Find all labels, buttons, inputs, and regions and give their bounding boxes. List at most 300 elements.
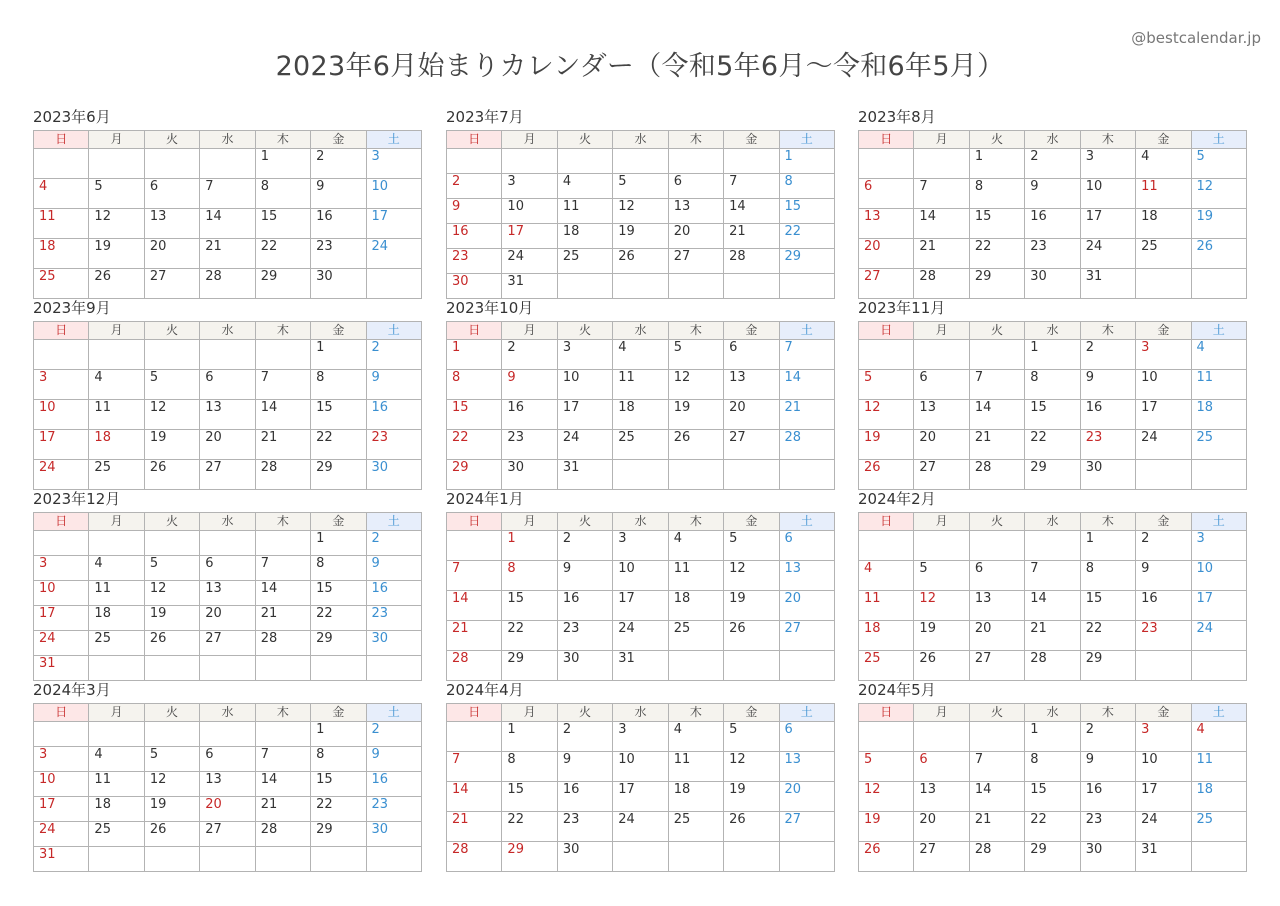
day-cell: 17 xyxy=(34,606,89,631)
weekday-header-thu: 木 xyxy=(668,513,723,531)
day-cell: 20 xyxy=(724,400,779,430)
day-cell: 16 xyxy=(557,591,612,621)
day-cell: 18 xyxy=(613,400,668,430)
weekday-header-thu: 木 xyxy=(255,513,310,531)
day-cell: 18 xyxy=(1191,782,1246,812)
week-row xyxy=(34,797,422,822)
day-cell: 15 xyxy=(255,209,310,239)
day-cell: 11 xyxy=(89,400,144,430)
empty-day-cell xyxy=(557,149,612,174)
weekday-header-wed: 水 xyxy=(200,131,255,149)
day-cell: 8 xyxy=(1025,370,1080,400)
day-cell: 12 xyxy=(859,400,914,430)
day-cell: 11 xyxy=(668,752,723,782)
day-cell: 11 xyxy=(668,561,723,591)
day-cell: 10 xyxy=(557,370,612,400)
weekday-header-tue: 火 xyxy=(969,322,1024,340)
empty-day-cell xyxy=(144,531,199,556)
weekday-header-sun: 日 xyxy=(859,131,914,149)
day-cell: 2 xyxy=(1136,531,1191,561)
day-cell: 3 xyxy=(502,174,557,199)
day-cell: 9 xyxy=(1080,752,1135,782)
day-cell: 5 xyxy=(724,531,779,561)
day-cell: 1 xyxy=(311,722,366,747)
day-cell: 15 xyxy=(1025,400,1080,430)
day-cell: 9 xyxy=(557,752,612,782)
month-table xyxy=(33,130,422,299)
day-cell: 8 xyxy=(255,179,310,209)
empty-day-cell xyxy=(724,274,779,299)
month-table xyxy=(33,512,422,681)
week-row xyxy=(34,370,422,400)
day-cell: 30 xyxy=(502,460,557,490)
week-row xyxy=(859,430,1247,460)
day-cell: 23 xyxy=(502,430,557,460)
day-cell: 5 xyxy=(144,556,199,581)
weekday-header-wed: 水 xyxy=(1025,131,1080,149)
empty-day-cell xyxy=(613,274,668,299)
day-cell: 15 xyxy=(969,209,1024,239)
empty-day-cell xyxy=(447,722,502,752)
weekday-header-tue: 火 xyxy=(969,513,1024,531)
day-cell: 16 xyxy=(1080,400,1135,430)
day-cell: 15 xyxy=(311,400,366,430)
day-cell: 11 xyxy=(1191,752,1246,782)
empty-day-cell xyxy=(1025,531,1080,561)
month-table xyxy=(858,321,1247,490)
empty-day-cell xyxy=(255,340,310,370)
day-cell: 8 xyxy=(779,174,834,199)
day-cell: 6 xyxy=(144,179,199,209)
day-cell: 30 xyxy=(311,269,366,299)
site-credit: @bestcalendar.jp xyxy=(1131,29,1261,47)
day-cell: 23 xyxy=(366,797,421,822)
day-cell: 25 xyxy=(1191,430,1246,460)
day-cell: 3 xyxy=(366,149,421,179)
day-cell: 5 xyxy=(859,370,914,400)
holiday-cell: 8 xyxy=(502,561,557,591)
week-row xyxy=(34,269,422,299)
day-cell: 16 xyxy=(1025,209,1080,239)
day-cell: 6 xyxy=(724,340,779,370)
day-cell: 18 xyxy=(859,621,914,651)
empty-day-cell xyxy=(200,722,255,747)
holiday-cell: 23 xyxy=(1080,430,1135,460)
week-row xyxy=(34,430,422,460)
day-cell: 14 xyxy=(914,209,969,239)
day-cell: 14 xyxy=(447,591,502,621)
month-calendar xyxy=(33,108,422,299)
week-row xyxy=(34,460,422,490)
weekday-header-thu: 木 xyxy=(1080,131,1135,149)
week-row xyxy=(447,430,835,460)
week-row xyxy=(859,591,1247,621)
week-row xyxy=(34,606,422,631)
weekday-header-mon: 月 xyxy=(502,704,557,722)
month-calendar xyxy=(33,681,422,872)
day-cell: 4 xyxy=(1191,340,1246,370)
week-row xyxy=(447,531,835,561)
weekday-header-mon: 月 xyxy=(502,322,557,340)
day-cell: 30 xyxy=(1025,269,1080,299)
weekday-header-sat: 土 xyxy=(1191,704,1246,722)
day-cell: 21 xyxy=(255,606,310,631)
day-cell: 15 xyxy=(502,591,557,621)
day-cell: 24 xyxy=(34,460,89,490)
day-cell: 8 xyxy=(502,752,557,782)
day-cell: 26 xyxy=(89,269,144,299)
day-cell: 6 xyxy=(668,174,723,199)
day-cell: 28 xyxy=(969,460,1024,490)
day-cell: 16 xyxy=(366,581,421,606)
day-cell: 1 xyxy=(1025,722,1080,752)
day-cell: 29 xyxy=(969,269,1024,299)
day-cell: 1 xyxy=(969,149,1024,179)
weekday-header-thu: 木 xyxy=(1080,704,1135,722)
month-calendar xyxy=(33,299,422,490)
month-title: 2024年5月 xyxy=(858,681,936,699)
day-cell: 17 xyxy=(34,430,89,460)
day-cell: 8 xyxy=(1025,752,1080,782)
day-cell: 7 xyxy=(255,747,310,772)
week-row xyxy=(859,269,1247,299)
day-cell: 17 xyxy=(34,797,89,822)
empty-day-cell xyxy=(779,460,834,490)
holiday-cell: 6 xyxy=(914,752,969,782)
weekday-header-wed: 水 xyxy=(1025,704,1080,722)
day-cell: 16 xyxy=(366,400,421,430)
week-row xyxy=(34,656,422,681)
day-cell: 2 xyxy=(311,149,366,179)
day-cell: 17 xyxy=(613,591,668,621)
day-cell: 5 xyxy=(89,179,144,209)
day-cell: 2 xyxy=(1080,340,1135,370)
day-cell: 13 xyxy=(144,209,199,239)
day-cell: 24 xyxy=(1136,812,1191,842)
week-row xyxy=(34,149,422,179)
empty-day-cell xyxy=(1191,269,1246,299)
weekday-header-sun: 日 xyxy=(34,513,89,531)
weekday-header-wed: 水 xyxy=(613,704,668,722)
week-row xyxy=(859,812,1247,842)
month-table xyxy=(33,703,422,872)
week-row xyxy=(34,179,422,209)
empty-day-cell xyxy=(144,149,199,179)
week-row xyxy=(447,460,835,490)
day-cell: 15 xyxy=(311,581,366,606)
day-cell: 9 xyxy=(366,370,421,400)
day-cell: 29 xyxy=(447,460,502,490)
holiday-cell: 29 xyxy=(502,842,557,872)
day-cell: 19 xyxy=(859,430,914,460)
weekday-header-sat: 土 xyxy=(779,322,834,340)
day-cell: 2 xyxy=(557,722,612,752)
day-cell: 27 xyxy=(144,269,199,299)
month-title: 2023年7月 xyxy=(446,108,524,126)
day-cell: 2 xyxy=(502,340,557,370)
day-cell: 29 xyxy=(311,460,366,490)
day-cell: 1 xyxy=(1080,531,1135,561)
week-row xyxy=(859,752,1247,782)
empty-day-cell xyxy=(557,274,612,299)
day-cell: 13 xyxy=(779,561,834,591)
day-cell: 2 xyxy=(557,531,612,561)
week-row xyxy=(447,149,835,174)
day-cell: 20 xyxy=(779,782,834,812)
empty-day-cell xyxy=(255,722,310,747)
empty-day-cell xyxy=(200,149,255,179)
day-cell: 8 xyxy=(969,179,1024,209)
month-title: 2023年11月 xyxy=(858,299,946,317)
weekday-header-mon: 月 xyxy=(914,704,969,722)
day-cell: 24 xyxy=(1080,239,1135,269)
day-cell: 9 xyxy=(447,199,502,224)
weekday-header-sat: 土 xyxy=(779,131,834,149)
empty-day-cell xyxy=(859,340,914,370)
day-cell: 11 xyxy=(89,581,144,606)
day-cell: 29 xyxy=(1025,842,1080,872)
day-cell: 18 xyxy=(668,782,723,812)
weekday-header-wed: 水 xyxy=(613,131,668,149)
week-row xyxy=(859,179,1247,209)
day-cell: 24 xyxy=(613,621,668,651)
day-cell: 22 xyxy=(969,239,1024,269)
day-cell: 9 xyxy=(311,179,366,209)
day-cell: 21 xyxy=(447,621,502,651)
holiday-cell: 20 xyxy=(200,797,255,822)
day-cell: 23 xyxy=(557,812,612,842)
week-row xyxy=(447,224,835,249)
empty-day-cell xyxy=(613,842,668,872)
week-row xyxy=(447,752,835,782)
holiday-cell: 11 xyxy=(1136,179,1191,209)
weekday-header-wed: 水 xyxy=(1025,322,1080,340)
day-cell: 7 xyxy=(724,174,779,199)
week-row xyxy=(447,651,835,681)
day-cell: 28 xyxy=(200,269,255,299)
day-cell: 21 xyxy=(1025,621,1080,651)
day-cell: 16 xyxy=(1080,782,1135,812)
weekday-header-thu: 木 xyxy=(1080,513,1135,531)
weekday-header-sat: 土 xyxy=(1191,513,1246,531)
day-cell: 14 xyxy=(969,782,1024,812)
empty-day-cell xyxy=(668,460,723,490)
day-cell: 6 xyxy=(779,722,834,752)
day-cell: 17 xyxy=(1080,209,1135,239)
empty-day-cell xyxy=(668,651,723,681)
weekday-header-tue: 火 xyxy=(557,513,612,531)
week-row xyxy=(447,561,835,591)
day-cell: 21 xyxy=(779,400,834,430)
empty-day-cell xyxy=(255,847,310,872)
day-cell: 7 xyxy=(255,370,310,400)
holiday-cell: 11 xyxy=(859,591,914,621)
week-row xyxy=(447,591,835,621)
day-cell: 26 xyxy=(613,249,668,274)
day-cell: 10 xyxy=(1191,561,1246,591)
day-cell: 14 xyxy=(255,581,310,606)
day-cell: 27 xyxy=(859,269,914,299)
day-cell: 4 xyxy=(89,747,144,772)
day-cell: 18 xyxy=(1136,209,1191,239)
month-calendar xyxy=(858,681,1247,872)
weekday-header-wed: 水 xyxy=(613,322,668,340)
holiday-cell: 17 xyxy=(502,224,557,249)
weekday-header-tue: 火 xyxy=(969,704,1024,722)
empty-day-cell xyxy=(311,656,366,681)
weekday-header-thu: 木 xyxy=(668,322,723,340)
day-cell: 12 xyxy=(89,209,144,239)
day-cell: 23 xyxy=(311,239,366,269)
empty-day-cell xyxy=(859,722,914,752)
week-row xyxy=(447,370,835,400)
week-row xyxy=(859,400,1247,430)
day-cell: 2 xyxy=(1025,149,1080,179)
day-cell: 19 xyxy=(144,430,199,460)
day-cell: 10 xyxy=(34,772,89,797)
weekday-header-fri: 金 xyxy=(1136,322,1191,340)
day-cell: 12 xyxy=(859,782,914,812)
day-cell: 13 xyxy=(859,209,914,239)
day-cell: 2 xyxy=(1080,722,1135,752)
day-cell: 5 xyxy=(668,340,723,370)
day-cell: 25 xyxy=(89,460,144,490)
day-cell: 21 xyxy=(255,430,310,460)
month-calendar xyxy=(446,299,835,490)
weekday-header-thu: 木 xyxy=(668,704,723,722)
weekday-header-sat: 土 xyxy=(1191,131,1246,149)
day-cell: 2 xyxy=(366,722,421,747)
empty-day-cell xyxy=(200,531,255,556)
day-cell: 24 xyxy=(1191,621,1246,651)
day-cell: 30 xyxy=(447,274,502,299)
day-cell: 19 xyxy=(1191,209,1246,239)
day-cell: 3 xyxy=(34,370,89,400)
empty-day-cell xyxy=(914,340,969,370)
day-cell: 19 xyxy=(144,606,199,631)
day-cell: 7 xyxy=(969,752,1024,782)
day-cell: 19 xyxy=(859,812,914,842)
empty-day-cell xyxy=(366,656,421,681)
day-cell: 31 xyxy=(34,656,89,681)
day-cell: 30 xyxy=(366,822,421,847)
month-title: 2023年9月 xyxy=(33,299,111,317)
day-cell: 4 xyxy=(89,370,144,400)
weekday-header-mon: 月 xyxy=(914,322,969,340)
day-cell: 26 xyxy=(724,812,779,842)
day-cell: 22 xyxy=(779,224,834,249)
day-cell: 1 xyxy=(1025,340,1080,370)
weekday-header-fri: 金 xyxy=(311,322,366,340)
day-cell: 20 xyxy=(914,812,969,842)
empty-day-cell xyxy=(914,722,969,752)
day-cell: 8 xyxy=(447,370,502,400)
day-cell: 24 xyxy=(557,430,612,460)
week-row xyxy=(34,340,422,370)
day-cell: 28 xyxy=(724,249,779,274)
day-cell: 5 xyxy=(1191,149,1246,179)
day-cell: 26 xyxy=(668,430,723,460)
month-title: 2024年1月 xyxy=(446,490,524,508)
weekday-header-sun: 日 xyxy=(859,704,914,722)
empty-day-cell xyxy=(447,149,502,174)
week-row xyxy=(34,531,422,556)
week-row xyxy=(447,812,835,842)
day-cell: 21 xyxy=(969,430,1024,460)
weekday-header-mon: 月 xyxy=(89,322,144,340)
empty-day-cell xyxy=(255,531,310,556)
day-cell: 12 xyxy=(144,400,199,430)
month-table xyxy=(446,512,835,681)
week-row xyxy=(859,340,1247,370)
day-cell: 23 xyxy=(447,249,502,274)
week-row xyxy=(859,149,1247,179)
empty-day-cell xyxy=(89,340,144,370)
weekday-header-thu: 木 xyxy=(255,322,310,340)
empty-day-cell xyxy=(89,149,144,179)
day-cell: 31 xyxy=(1136,842,1191,872)
week-row xyxy=(447,199,835,224)
day-cell: 22 xyxy=(311,430,366,460)
day-cell: 16 xyxy=(557,782,612,812)
day-cell: 11 xyxy=(613,370,668,400)
day-cell: 14 xyxy=(969,400,1024,430)
day-cell: 6 xyxy=(200,556,255,581)
week-row xyxy=(34,847,422,872)
day-cell: 26 xyxy=(724,621,779,651)
empty-day-cell xyxy=(34,722,89,747)
day-cell: 25 xyxy=(668,621,723,651)
day-cell: 31 xyxy=(502,274,557,299)
day-cell: 22 xyxy=(1025,430,1080,460)
day-cell: 20 xyxy=(200,430,255,460)
empty-day-cell xyxy=(724,842,779,872)
weekday-header-sun: 日 xyxy=(447,322,502,340)
day-cell: 13 xyxy=(200,400,255,430)
weekday-header-sun: 日 xyxy=(447,131,502,149)
week-row xyxy=(34,631,422,656)
day-cell: 5 xyxy=(144,747,199,772)
month-calendar xyxy=(446,681,835,872)
day-cell: 1 xyxy=(311,531,366,556)
day-cell: 16 xyxy=(502,400,557,430)
day-cell: 28 xyxy=(914,269,969,299)
weekday-header-fri: 金 xyxy=(1136,513,1191,531)
day-cell: 30 xyxy=(1080,460,1135,490)
day-cell: 23 xyxy=(557,621,612,651)
weekday-header-sat: 土 xyxy=(779,513,834,531)
month-calendar xyxy=(33,490,422,681)
month-calendar xyxy=(858,490,1247,681)
day-cell: 17 xyxy=(366,209,421,239)
day-cell: 20 xyxy=(668,224,723,249)
week-row xyxy=(859,651,1247,681)
month-table xyxy=(858,703,1247,872)
day-cell: 26 xyxy=(144,460,199,490)
day-cell: 11 xyxy=(1191,370,1246,400)
day-cell: 14 xyxy=(200,209,255,239)
day-cell: 15 xyxy=(1080,591,1135,621)
empty-day-cell xyxy=(779,651,834,681)
empty-day-cell xyxy=(366,269,421,299)
empty-day-cell xyxy=(724,460,779,490)
holiday-cell: 23 xyxy=(1136,621,1191,651)
weekday-header-tue: 火 xyxy=(557,704,612,722)
day-cell: 16 xyxy=(1136,591,1191,621)
day-cell: 22 xyxy=(1080,621,1135,651)
day-cell: 14 xyxy=(1025,591,1080,621)
weekday-header-sun: 日 xyxy=(34,322,89,340)
